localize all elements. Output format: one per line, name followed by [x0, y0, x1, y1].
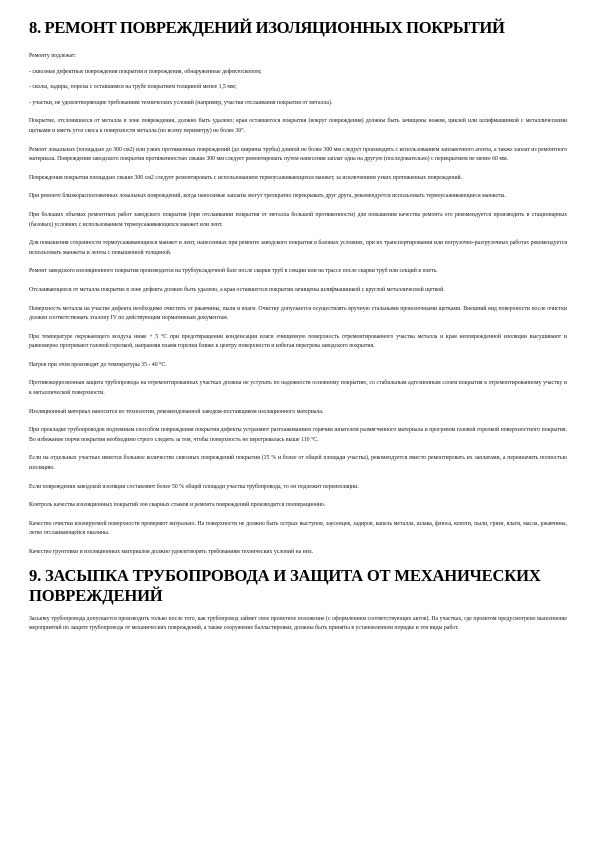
paragraph: Засыпку трубопровода допускается производить только после того, как трубопровод займет свое проектное положение (с оформлением соответствующих актов). На участках, где проектом предусмотрено выполнение мероприятий по защите трубопровода от механических повреждений, а также сооружение балластировки, должны быть приняты в установленном порядке и эти виды работ. — [29, 615, 567, 632]
paragraph: Если повреждения заводской изоляции составляют более 50 % общей площади участка трубопровода, то он подлежит переизоляции. — [29, 483, 359, 490]
section-8-heading: 8. РЕМОНТ ПОВРЕЖДЕНИЙ ИЗОЛЯЦИОННЫХ ПОКРЫТИЙ — [29, 18, 505, 37]
paragraph: Изоляционный материал наносится по технологии, рекомендованной заводом-поставщиком изоляционного материала. — [29, 408, 324, 415]
list-item: - сквозные дефектные повреждения покрытия и повреждения, обнаруженные дефектоскопом; — [29, 68, 262, 75]
paragraph: Для повышения сохранности термоусаживающихся манжет и лент, нанесенных при ремонте заводского покрытия в базовых условиях, при их транспортировании или погрузочно-разгрузочных работах рекомендуется использовать манжеты и ленты с повышенной толщиной. — [29, 240, 567, 256]
paragraph: Нагрев при этом производят до температуры 35 - 40 °С. — [29, 361, 167, 368]
paragraph: Качество грунтовки и изоляционных материалов должно удовлетворять требованиям технических условий на них. — [29, 549, 314, 555]
paragraph: Покрытие, отслоившееся от металла в зоне повреждения, должно быть удалено; края оставшегося покрытия (вокруг повреждения) должны быть зачищены ножом, циклей или шлифмашинкой с металлическими щетками и иметь угол скоса к поверхности металла (по всему периметру) не более 30°. — [29, 118, 567, 134]
paragraph: Повреждения покрытия площадью свыше 300 см2 следует ремонтировать с использованием термоусаживающихся манжет, за исключением узких протяженных повреждений. — [29, 174, 463, 181]
paragraph: Поверхность металла на участке дефекта необходимо очистить от ржавчины, пыли и влаги. Очистку допускается осуществлять вручную стальными проволочными щетками. Внешний вид поверхности после очистки должен соответствовать эталону IV по действующим нормативным документам. — [29, 305, 567, 322]
paragraph: Ремонт локальных (площадью до 300 см2) или узких протяженных повреждений (до ширины трубы) длиной не более 300 мм следует производить с использованием заплавочного агента, а также заплат из ремонтного материала. Повреждения заводского покрытия протяженностью свыше 300 мм следует ремонтировать путем нанесения заплат одна на другую (последовательно) с перекрытием не менее 60 мм. — [29, 146, 567, 163]
paragraph: При ремонте близкорасположенных локальных повреждений, когда наносимые заплаты могут трехкратно перекрывать друг друга, рекомендуется использовать термоусаживающиеся манжеты. — [29, 193, 506, 200]
paragraph: При температуре окружающего воздуха ниже + 5 °С при предотвращении конденсации влаги очищенную поверхность отремонтированного участка металла и края неповрежденной изоляции высушивают и равномерно прогревают газовой горелкой, направляя пламя горелки ближе к центру поверхности и избегая перегрева заводского покрытия. — [29, 333, 567, 350]
document-content — [29, 18, 567, 634]
paragraph: Ремонт заводского изоляционного покрытия производится на трубоукладочной базе после сварки труб в секции или на трассе после сварки труб или секций в плеть. — [29, 268, 438, 275]
list-item: - сколы, задиры, порезы с оставшимся на трубе покрытием толщиной менее 1,5 мм; — [29, 84, 237, 91]
paragraph: Качество очистки изолируемой поверхности проверяют визуально. На поверхности не должно быть острых выступов, заусенцев, задиров, капель металла, шлака, флюса, копоти, пыли, грязи, влаги, масла, ржавчины, легко отслаивающейся окалины. — [29, 520, 567, 537]
section-8-intro: Ремонту подлежат: — [29, 53, 77, 59]
list-item: - участки, не удовлетворяющие требованиям технических условий (например, участки отслаивания покрытия от металла). — [29, 99, 333, 106]
paragraph: Отслаивающееся от металла покрытие в зоне дефекта должно быть удалено, а края оставшегося покрытия зачищены шлифмашинкой с круглой металлической щеткой. — [29, 286, 445, 293]
paragraph: Контроль качества изоляционных покрытий зон сварных стыков и ремонта повреждений производится пооперационно. — [29, 502, 326, 509]
paragraph: Противокоррозионная защита трубопровода на отремонтированных участках должна не уступать по надежности основному покрытию, со стабильным адгезионным слоем покрытия к отремонтированному участку и к металлической поверхности. — [29, 380, 567, 397]
paragraph: При больших объемах ремонтных работ заводского покрытия (при отслаивании покрытия от металла большой протяженности) для повышения качества ремонта его рекомендуется производить в стационарных (базовых) условиях с использованием термоусаживающихся манжет или лент. — [29, 211, 567, 228]
section-9-heading: 9. ЗАСЫПКА ТРУБОПРОВОДА И ЗАЩИТА ОТ МЕХАНИЧЕСКИХ ПОВРЕЖДЕНИЙ — [29, 565, 541, 605]
paragraph: Если на отдельных участках имеется большое количество сквозных повреждений покрытия (15 % и более от общей площади участка), рекомендуется вместо ремонтировать их заплатами, а переиначить полностью изоляцию. — [29, 455, 567, 472]
paragraph: При прокладке трубопроводов подземным способом повреждения покрытия дефекты устраняют разглаживанием горячим шпателем размягченного материала и прогревом газовой горелкой поверхностного покрытия. Во избежание порчи покрытия необходимо строго следить за тем, чтобы поверхность не перегревалась выше 110 °С. — [29, 427, 567, 443]
